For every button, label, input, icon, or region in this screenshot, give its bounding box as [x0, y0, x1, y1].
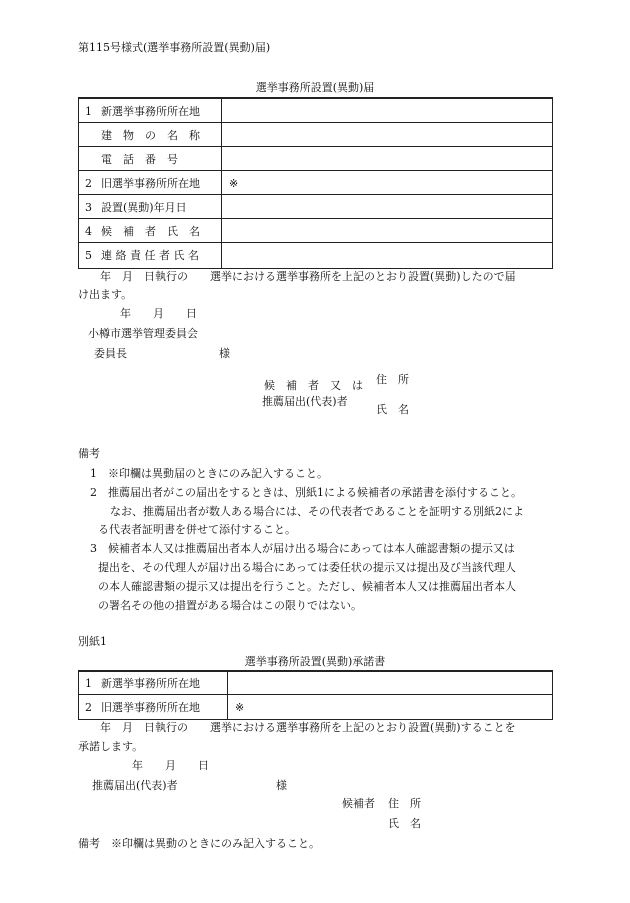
row-label: 連 絡 責 任 者 氏 名: [101, 249, 199, 262]
row-number: 1: [85, 104, 92, 118]
row-number: 2: [85, 176, 92, 190]
remark-item: 提出を、その代理人が届け出る場合にあっては委任状の提示又は提出及び当該代理人: [98, 561, 516, 574]
row-number: 1: [85, 677, 92, 690]
row-number: 3: [85, 200, 92, 214]
annex-candidate-label: 候補者: [342, 797, 375, 810]
remark-item: る代表者証明書を併せて添付すること。: [98, 523, 296, 536]
date-line: 年 月 日: [120, 307, 197, 320]
row-label: 旧選挙事務所所在地: [101, 176, 200, 190]
main-table: [78, 97, 553, 269]
annex-addressee: 推薦届出(代表)者: [92, 779, 178, 792]
remark-item: なお、推薦届出者が数人ある場合には、その代表者であることを証明する別紙2によ: [110, 505, 524, 518]
remark-item: 2 推薦届出者がこの届出をするときは、別紙1による候補者の承諾書を添付すること。: [90, 486, 522, 499]
addressee-org: 小樽市選挙管理委員会: [88, 327, 198, 340]
table-row: [79, 170, 552, 195]
row-value[interactable]: ※: [235, 700, 245, 714]
form-title: 第115号様式(選挙事務所設置(異動)届): [78, 41, 271, 54]
table-row: [79, 218, 552, 243]
remark-item: 1 ※印欄は異動届のときにのみ記入すること。: [90, 467, 328, 480]
annex-name-label: 氏 名: [388, 817, 421, 830]
statement-line-2: け出ます。: [78, 288, 133, 301]
remark-item: の本人確認書類の提示又は提出を行うこと。ただし、候補者本人又は推薦届出者本人: [98, 580, 516, 593]
table-row: [79, 122, 552, 147]
remarks-heading: 備考: [78, 447, 100, 460]
table-row: [79, 146, 552, 171]
annex-date-line: 年 月 日: [132, 759, 209, 772]
annex-table: [78, 670, 553, 720]
annex-addressee-honorific: 様: [276, 779, 287, 792]
table-row: [79, 671, 552, 695]
annex-address-label: 住 所: [388, 797, 421, 810]
name-label: 氏 名: [376, 403, 409, 416]
annex-title: 選挙事務所設置(異動)承諾書: [244, 655, 386, 668]
submitter-label-1: 候 補 者 又 は: [264, 379, 363, 392]
annex-remark: 備考 ※印欄は異動のときにのみ記入すること。: [78, 837, 320, 850]
row-label: 電 話 番 号: [101, 152, 178, 166]
row-number: 4: [85, 224, 92, 238]
addressee-title: 委員長: [94, 347, 127, 360]
remark-item: の署名その他の措置がある場合はこの限りではない。: [98, 599, 362, 612]
annex-label: 別紙1: [78, 635, 107, 648]
annex-statement-line-2: 承諾します。: [78, 740, 144, 753]
row-label: 設置(異動)年月日: [101, 200, 187, 214]
row-label: 旧選挙事務所所在地: [101, 700, 200, 714]
main-title: 選挙事務所設置(異動)届: [255, 81, 375, 94]
row-number: 2: [85, 700, 92, 714]
row-label: 新選挙事務所所在地: [101, 104, 200, 118]
addressee-honorific: 様: [219, 347, 230, 360]
table-row: [79, 194, 552, 219]
row-label: 建 物 の 名 称: [101, 128, 200, 142]
table-row: [79, 98, 552, 123]
annex-statement-line-1: 年 月 日執行の 選挙における選挙事務所を上記のとおり設置(異動)することを: [100, 721, 516, 734]
row-label: 新選挙事務所所在地: [101, 677, 200, 690]
address-label: 住 所: [376, 373, 409, 386]
row-label: 候 補 者 氏 名: [101, 224, 200, 238]
remark-item: 3 候補者本人又は推薦届出者本人が届け出る場合にあっては本人確認書類の提示又は: [90, 542, 515, 555]
table-row: [79, 694, 552, 719]
row-value[interactable]: ※: [229, 176, 239, 190]
table-row: [79, 242, 552, 268]
row-number: 5: [85, 249, 92, 262]
statement-line-1: 年 月 日執行の 選挙における選挙事務所を上記のとおり設置(異動)したので届: [100, 270, 516, 283]
submitter-label-2: 推薦届出(代表)者: [262, 395, 348, 408]
